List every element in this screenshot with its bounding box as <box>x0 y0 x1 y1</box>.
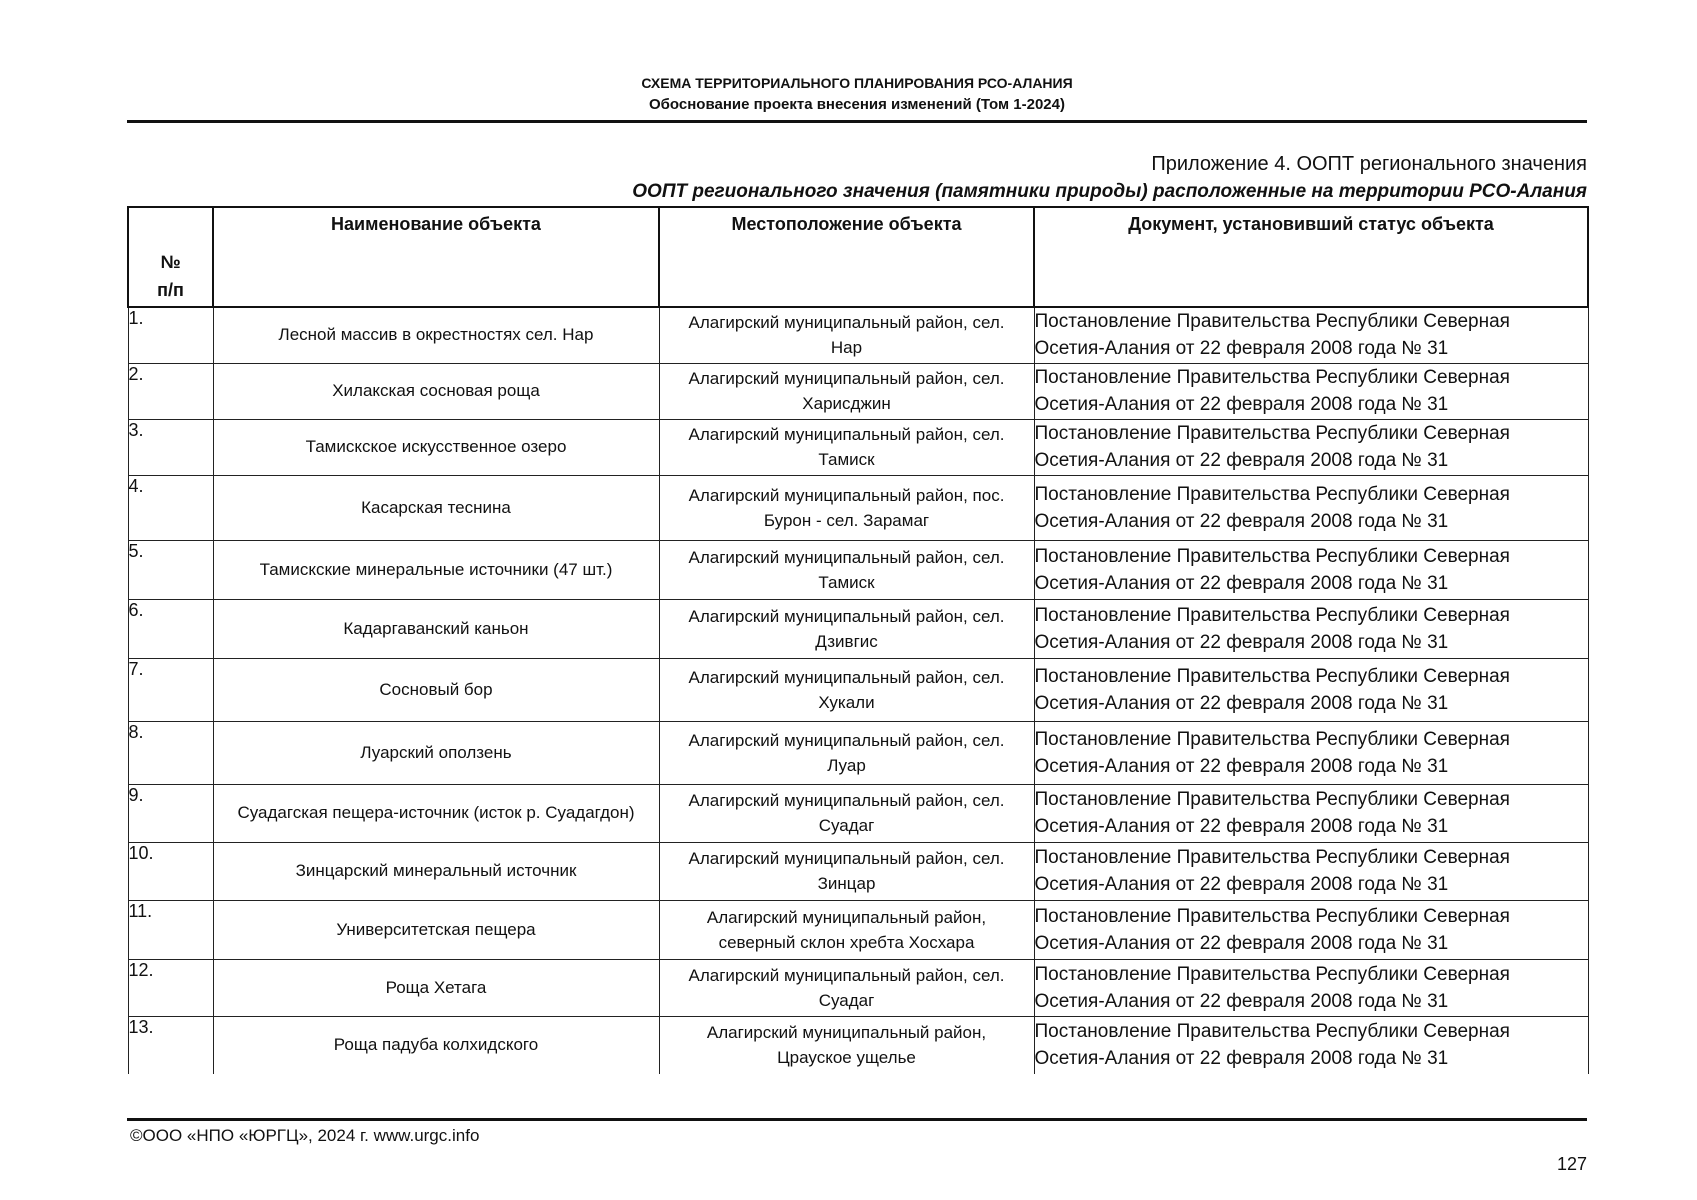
status-document <box>1034 307 1588 363</box>
table-row <box>128 721 1588 784</box>
header-title: СХЕМА ТЕРРИТОРИАЛЬНОГО ПЛАНИРОВАНИЯ РСО-АЛАНИЯ <box>641 75 1073 91</box>
document-line: Осетия-Алания от 22 февраля 2008 года № 31 <box>1034 990 1449 1012</box>
appendix-title: Приложение 4. ООПТ регионального значения <box>1151 153 1587 175</box>
document-line: Постановление Правительства Республики Северная <box>1034 423 1510 444</box>
document-line: Осетия-Алания от 22 февраля 2008 года № 31 <box>1034 450 1449 471</box>
document-line: Осетия-Алания от 22 февраля 2008 года № 31 <box>1034 510 1449 532</box>
row-number: 3. <box>128 419 213 475</box>
object-name: Луарский оползень <box>213 721 659 784</box>
object-location <box>659 842 1034 900</box>
document-line: Осетия-Алания от 22 февраля 2008 года № 31 <box>1034 755 1449 777</box>
object-name: Зинцарский минеральный источник <box>213 842 659 900</box>
object-name: Касарская теснина <box>213 475 659 540</box>
location-line: Алагирский муниципальный район, пос. <box>688 485 1005 505</box>
document-line: Постановление Правительства Республики Северная <box>1034 847 1510 868</box>
document-line: Постановление Правительства Республики Северная <box>1034 728 1510 750</box>
object-location <box>659 784 1034 842</box>
document-line: Осетия-Алания от 22 февраля 2008 года № 31 <box>1034 631 1449 653</box>
status-document <box>1034 842 1588 900</box>
row-number: 9. <box>128 784 213 842</box>
copyright: ©ООО «НПО «ЮРГЦ», 2024 г. www.urgc.info <box>130 1126 480 1145</box>
table-row <box>128 475 1588 540</box>
object-location <box>659 307 1034 363</box>
table-row <box>128 959 1588 1016</box>
location-line: Алагирский муниципальный район, сел. <box>688 730 1005 750</box>
document-line: Постановление Правительства Республики Северная <box>1034 367 1510 388</box>
location-line: Алагирский муниципальный район, сел. <box>688 667 1005 687</box>
table-row <box>128 363 1588 419</box>
object-name: Тамискское искусственное озеро <box>213 419 659 475</box>
object-location <box>659 1016 1034 1074</box>
location-line: Дзивгис <box>815 631 878 651</box>
status-document <box>1034 658 1588 721</box>
object-location <box>659 658 1034 721</box>
document-line: Осетия-Алания от 22 февраля 2008 года № 31 <box>1034 572 1449 594</box>
location-line: Зинцар <box>817 874 876 893</box>
object-location <box>659 900 1034 959</box>
location-line: Нар <box>830 338 863 358</box>
table-header-row <box>128 207 1588 307</box>
document-line: Осетия-Алания от 22 февраля 2008 года № 31 <box>1034 338 1449 360</box>
status-document <box>1034 784 1588 842</box>
object-name: Роща падуба колхидского <box>213 1016 659 1074</box>
table-row <box>128 842 1588 900</box>
document-line: Постановление Правительства Республики Северная <box>1034 789 1510 810</box>
location-line: Луар <box>827 755 866 775</box>
protected-areas-table <box>127 206 1589 1074</box>
row-number: 5. <box>128 540 213 599</box>
location-line: Тамиск <box>818 450 875 469</box>
document-line: Постановление Правительства Республики Северная <box>1034 1021 1510 1043</box>
object-location <box>659 599 1034 658</box>
table-row <box>128 900 1588 959</box>
document-line: Постановление Правительства Республики Северная <box>1034 604 1510 626</box>
status-document <box>1034 599 1588 658</box>
object-location <box>659 363 1034 419</box>
row-number: 2. <box>128 363 213 419</box>
location-line: Алагирский муниципальный район, сел. <box>688 606 1005 626</box>
page-number: 127 <box>1556 1154 1587 1174</box>
header-number: № п/п <box>128 207 213 307</box>
object-name: Университетская пещера <box>213 900 659 959</box>
location-line: Алагирский муниципальный район, <box>706 907 987 927</box>
object-location <box>659 419 1034 475</box>
table-title: ООПТ регионального значения (памятники природы) расположенные на территории РСО-Алания <box>632 181 1587 202</box>
document-line: Постановление Правительства Республики Северная <box>1034 545 1510 567</box>
status-document <box>1034 721 1588 784</box>
object-location <box>659 540 1034 599</box>
document-line: Осетия-Алания от 22 февраля 2008 года № 31 <box>1034 1048 1449 1070</box>
status-document <box>1034 419 1588 475</box>
table-row <box>128 1016 1588 1074</box>
object-location <box>659 475 1034 540</box>
object-name: Сосновый бор <box>213 658 659 721</box>
location-line: Алагирский муниципальный район, сел. <box>688 313 1005 333</box>
row-number: 11. <box>128 900 213 959</box>
table-row <box>128 784 1588 842</box>
header-location: Местоположение объекта <box>659 207 1034 307</box>
header-subtitle: Обоснование проекта внесения изменений (Том 1-2024) <box>649 96 1065 113</box>
location-line: Суадаг <box>818 816 875 835</box>
location-line: Тамиск <box>818 572 875 592</box>
location-line: Алагирский муниципальный район, сел. <box>688 425 1005 444</box>
row-number: 10. <box>128 842 213 900</box>
location-line: Алагирский муниципальный район, сел. <box>688 547 1005 567</box>
object-location <box>659 959 1034 1016</box>
row-number: 13. <box>128 1016 213 1074</box>
object-name: Кадаргаванский каньон <box>213 599 659 658</box>
table-row <box>128 419 1588 475</box>
table-row <box>128 599 1588 658</box>
location-line: Алагирский муниципальный район, сел. <box>688 791 1005 810</box>
location-line: Алагирский муниципальный район, <box>706 1023 987 1043</box>
object-name: Роща Хетага <box>213 959 659 1016</box>
object-name: Лесной массив в окрестностях сел. Нар <box>213 307 659 363</box>
document-line: Постановление Правительства Республики Северная <box>1034 905 1510 927</box>
table-row <box>128 540 1588 599</box>
document-line: Осетия-Алания от 22 февраля 2008 года № 31 <box>1034 816 1449 837</box>
location-line: Алагирский муниципальный район, сел. <box>688 369 1005 388</box>
row-number: 7. <box>128 658 213 721</box>
object-name: Хилакская сосновая роща <box>213 363 659 419</box>
document-line: Осетия-Алания от 22 февраля 2008 года № 31 <box>1034 874 1449 895</box>
status-document <box>1034 475 1588 540</box>
location-line: Алагирский муниципальный район, сел. <box>688 965 1005 985</box>
document-line: Осетия-Алания от 22 февраля 2008 года № 31 <box>1034 932 1449 954</box>
status-document <box>1034 900 1588 959</box>
document-line: Постановление Правительства Республики Северная <box>1034 665 1510 687</box>
status-document <box>1034 363 1588 419</box>
status-document <box>1034 1016 1588 1074</box>
document-line: Постановление Правительства Республики Северная <box>1034 483 1510 505</box>
status-document <box>1034 540 1588 599</box>
document-line: Осетия-Алания от 22 февраля 2008 года № 31 <box>1034 692 1449 714</box>
row-number: 1. <box>128 307 213 363</box>
row-number: 6. <box>128 599 213 658</box>
location-line: Суадаг <box>818 990 875 1010</box>
header-divider <box>127 120 1587 123</box>
table-row <box>128 658 1588 721</box>
location-line: Бурон - сел. Зарамаг <box>763 510 930 530</box>
header-document: Документ, установивший статус объекта <box>1034 207 1588 307</box>
document-line: Осетия-Алания от 22 февраля 2008 года № 31 <box>1034 394 1449 415</box>
footer-divider <box>127 1118 1587 1121</box>
location-line: Црауское ущелье <box>777 1048 916 1068</box>
row-number: 8. <box>128 721 213 784</box>
location-line: северный склон хребта Хосхара <box>718 932 975 952</box>
document-line: Постановление Правительства Республики Северная <box>1034 311 1510 333</box>
object-name: Тамискские минеральные источники (47 шт.) <box>213 540 659 599</box>
header-name: Наименование объекта <box>213 207 659 307</box>
document-line: Постановление Правительства Республики Северная <box>1034 963 1510 985</box>
row-number: 12. <box>128 959 213 1016</box>
location-line: Харисджин <box>802 394 891 413</box>
table-row <box>128 307 1588 363</box>
location-line: Хукали <box>818 692 875 712</box>
location-line: Алагирский муниципальный район, сел. <box>688 849 1005 868</box>
object-name: Суадагская пещера-источник (исток р. Суадагдон) <box>213 784 659 842</box>
document-header <box>127 72 1587 116</box>
row-number: 4. <box>128 475 213 540</box>
object-location <box>659 721 1034 784</box>
status-document <box>1034 959 1588 1016</box>
